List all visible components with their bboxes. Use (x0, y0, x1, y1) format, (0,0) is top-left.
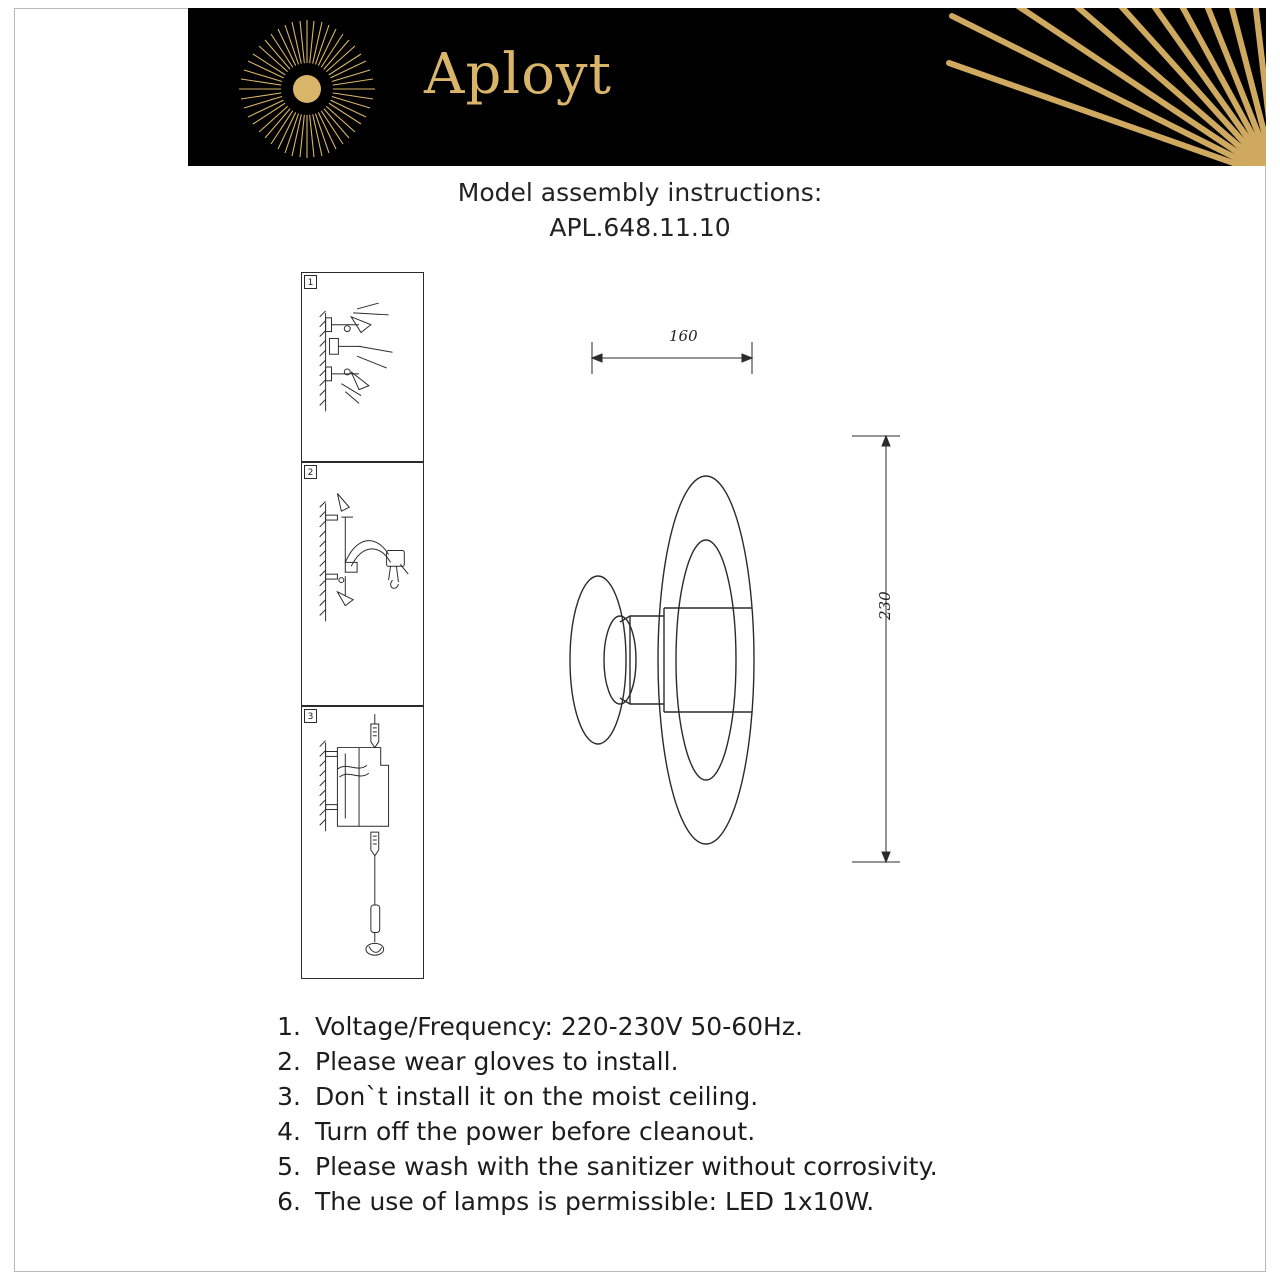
note-index: 1. (277, 1012, 301, 1041)
note-index: 6. (277, 1187, 301, 1216)
list-item (255, 1045, 1075, 1078)
note-text: Turn off the power before cleanout. (315, 1117, 756, 1146)
assembly-step-1 (301, 272, 424, 462)
model-code: APL.648.11.10 (549, 213, 731, 242)
step-number-badge: 1 (304, 275, 317, 289)
dimension-drawing (560, 327, 960, 890)
sunburst-logo-icon (232, 14, 382, 164)
assembly-steps (301, 272, 424, 979)
list-item (255, 1080, 1075, 1113)
page-title: Model assembly instructions: (457, 178, 823, 207)
note-index: 4. (277, 1117, 301, 1146)
note-text: Please wash with the sanitizer without corrosivity. (315, 1152, 938, 1181)
ray-fan-decor-icon (756, 8, 1266, 166)
note-text: Please wear gloves to install. (315, 1047, 679, 1076)
brand-header (188, 8, 1266, 166)
assembly-step-3 (301, 706, 424, 979)
note-index: 2. (277, 1047, 301, 1076)
step-3-diagram (302, 707, 423, 978)
list-item (255, 1115, 1075, 1148)
note-text: Don`t install it on the moist ceiling. (315, 1082, 759, 1111)
step-number-badge: 3 (304, 709, 317, 723)
brand-name: Aployt (424, 42, 613, 107)
note-text: Voltage/Frequency: 220-230V 50-60Hz. (315, 1012, 803, 1041)
list-item (255, 1150, 1075, 1183)
step-number-badge: 2 (304, 465, 317, 479)
note-text: The use of lamps is permissible: LED 1x10W. (315, 1187, 875, 1216)
step-1-diagram (302, 273, 423, 461)
height-dimension-label: 230 (876, 591, 894, 620)
list-item (255, 1185, 1075, 1218)
note-index: 3. (277, 1082, 301, 1111)
note-index: 5. (277, 1152, 301, 1181)
step-2-diagram (302, 463, 423, 705)
width-dimension-label: 160 (669, 327, 698, 345)
safety-notes-list (255, 1010, 1075, 1220)
list-item (255, 1010, 1075, 1043)
assembly-step-2 (301, 462, 424, 706)
